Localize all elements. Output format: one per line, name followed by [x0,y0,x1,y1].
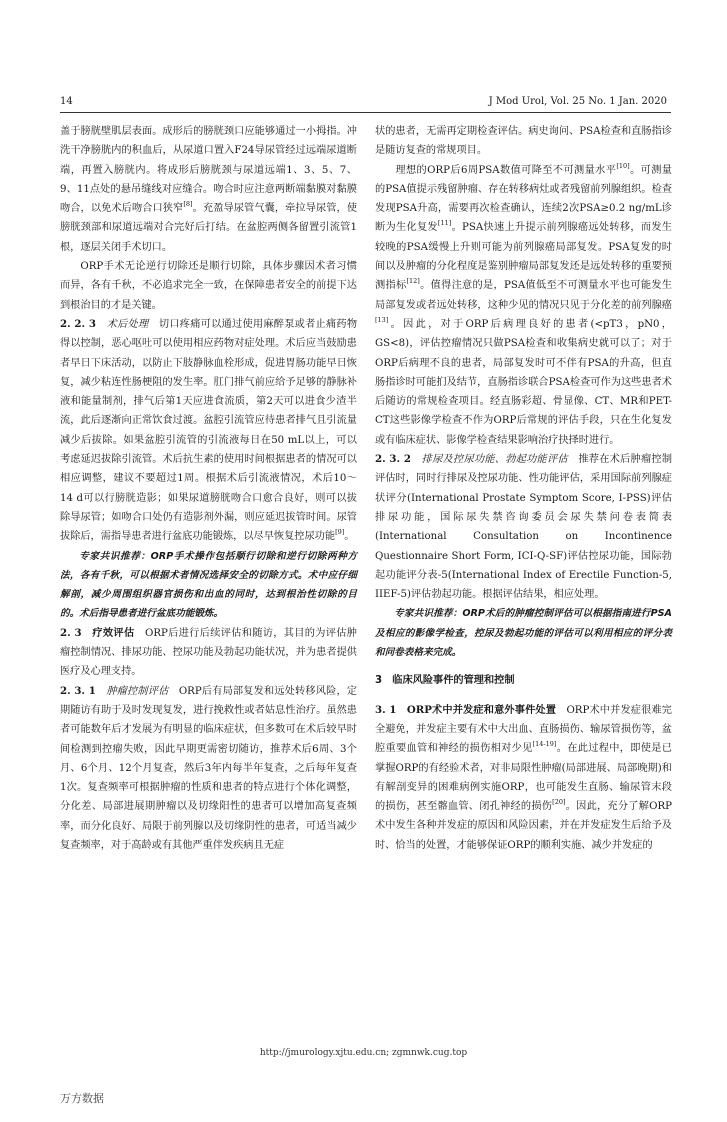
citation: [11] [437,219,452,228]
journal-header: J Mod Urol, Vol. 25 No. 1 Jan. 2020 [488,96,667,107]
section-2-3: 2. 3 疗效评估 ORP后进行后续评估和随访，其目的为评估肿瘤控制情况、排尿功能、控尿功能及勃起功能状况，并为患者提供医疗及心理支持。 [60,626,357,678]
left-column [60,122,357,855]
citation: [14-19] [532,740,557,749]
footer-url: http://jmurology.xjtu.edu.cn; zgmnwk.cug.top [259,1048,468,1058]
page-number: 14 [60,96,73,107]
section-2-3-2: 2. 3. 2 排尿及控尿功能、勃起功能评估 推荐在术后肿瘤控制评估时，同时行排尿及控尿功能、性功能评估，采用国际前列腺症状评分(International Prostate Symptom Score, I-PSS)评估排尿功能，国际尿失禁咨询委员会尿失禁问卷表简表(International Consultation on Incontinence Questionnaire Short Form, ICI-Q-SF)评估控尿功能，国际勃起功能评分表-5(International Index of Erectile Function-5, IIEF-5)评估勃起功能。根据评估结果，相应处理。 [375,453,673,601]
watermark: 万方数据 [60,1092,104,1105]
section-title: ORP术中并发症和意外事件处置 [406,703,557,716]
paragraph: 理想的ORP后6周PSA数值可降至不可测量水平[10]。可测量的PSA值提示残留肿瘤、存在转移病灶或者残留前列腺组织。检查发现PSA升高，需要再次检查确认，连续2次PSA≥0.2 ng/mL诊断为生化复发[11]。PSA快速上升提示前列腺癌远处转移，而发生较晚的PSA缓慢上升则可能为前列腺癌局部复发。PSA复发的时间以及肿瘤的分化程度是鉴别肿瘤局部复发还是远处转移的重要预测指标[12]。值得注意的是，PSA值低至不可测量水平也可能发生局部复发或者远处转移，这种少见的情况只见于分化差的前列腺癌[13]。因此，对于ORP后病理良好的患者(<pT3，pN0，GS<8)，评估控瘤情况只做PSA检查和收集病史就可以了；对于ORP后病理不良的患者，局部复发时可不伴有PSA的升高，但直肠指诊时可能扪及结节，直肠指诊联合PSA检查可作为这些患者术后随访的常规检查项目。经直肠彩超、骨显像、CT、MR和PET-CT这些影像学检查不作为ORP后常规的评估手段，只在生化复发或有临床症状、影像学检查结果影响治疗抉择时进行。 [375,161,672,446]
section-title: 疗效评估 [92,626,135,639]
citation: [20] [552,798,566,807]
section-2-3-1: 2. 3. 1 肿瘤控制评估 ORP后有局部复发和远处转移风险，定期随访有助于及时发现复发，进行挽救性或者姑息性治疗。虽然患者可能数年后才发展为有明显的临床症状，但多数可在术后较早时间检测到控瘤失败，因此早期更需密切随访，推荐术后6周、3个月、6个月、12个月复查，然后3年内每半年复查，之后每年复查1次。复查频率可根据肿瘤的性质和患者的特点进行个体化调整，分化差、局部进展期肿瘤以及切缘阳性的患者可以增加高复查频率，而分化良好、局限于前列腺以及切缘阴性的患者，可适当减少复查频率，对于高龄或有其他严重伴发疾病且无症 [60,684,358,851]
paragraph: 状的患者，无需再定期检查评估。病史询问、PSA检查和直肠指诊是随访复查的常规项目。 [375,126,672,157]
citation: [9] [335,528,345,537]
paragraph: 盖于膀胱壁肌层表面。成形后的膀胱颈口应能够通过一小拇指。冲洗干净膀胱内的积血后，从尿道口置入F24导尿管经过远端尿道断端，再置入膀胱内。将成形后膀胱颈与尿道远端1、3、5、7、9、11点处的悬吊缝线对应缝合。吻合时应注意两断端黏膜对黏膜吻合，以免术后吻合口狭窄[8]。充盈导尿管气囊，牵拉导尿管，使膀胱颈部和尿道远端对合完好后打结。在盆腔两侧各留置引流管1根，逐层关闭手术切口。 [60,126,358,253]
paragraph: ORP手术无论逆行切除还是顺行切除，具体步骤因术者习惯而异，各有千秋，不必追求完全一致，在保障患者安全的前提下达到根治目的才是关键。 [60,261,357,311]
citation: [13] [375,315,389,324]
subsection-title: 术后处理 [106,318,149,330]
citation: [8] [183,200,193,209]
section-2-2-3: 2. 2. 3 术后处理 切口疼痛可以通过使用麻醉泵或者止痛药物得以控制，恶心呕吐可以使用相应药物对症处理。术后应当鼓励患者早日下床活动，以防止下肢静脉血栓形成，促进胃肠功能早日恢复，减少粘连性肠梗阻的发生率。肛门排气前应给予足够的静脉补液和能量制剂，排气后第1天应进食流质，第2天可以进食少渣半流，此后逐渐向正常饮食过渡。盆腔引流管应待患者排气且引流量减少后拔除。如果盆腔引流管的引流液每日在50 mL以上，可以考虑延迟拔除引流管。术后抗生素的使用时间根据患者的情况可以相应调整，建议不要超过1周。根据术后引流液情况，术后10～14 d可以行膀胱造影；如果尿道膀胱吻合口愈合良好，则可以拔除导尿管；如吻合口处仍有造影剂外漏，则应延迟拔管时间。尿管拔除后，需指导患者进行盆底功能锻炼，以尽早恢复控尿功能[9]。 [60,317,358,543]
citation: [10] [616,161,630,170]
citation: [12] [406,277,420,286]
header-rule [60,112,671,113]
subsection-title: 排尿及控尿功能、勃起功能评估 [421,454,568,466]
right-column [375,122,672,855]
expert-consensus: 专家共识推荐：ORP手术操作包括顺行切除和逆行切除两种方法，各有千秋，可以根据术者情况选择安全的切除方式。术中应仔细解剖，减少周围组织器官损伤和出血的同时，达到根治性切除的目的。术后指导患者进行盆底功能锻炼。 [60,550,357,620]
expert-consensus: 专家共识推荐：ORP术后的肿瘤控制评估可以根据指南进行PSA及相应的影像学检查，控尿及勃起功能的评估可以利用相应的评分表和问卷表格来完成。 [375,608,672,659]
subsection-title: 肿瘤控制评估 [106,685,169,697]
section-3-heading: 3 临床风险事件的管理和控制 [375,675,515,687]
section-3-1: 3. 1 ORP术中并发症和意外事件处置 ORP术中并发症很难完全避免，并发症主要有术中大出血、直肠损伤、输尿管损伤等，盆腔重要血管和神经的损伤相对少见[14-19]。在此过程中，即使是已掌握ORP的有经验术者，对非局限性肿瘤(局部进展、局部晚期)和有解剖变异的困难病例实施ORP，也可能发生直肠、输尿管末段的损伤，甚至髂血管、闭孔神经的损伤[20]。因此，充分了解ORP术中发生各种并发症的原因和风险因素，并在并发症发生后给予及时、恰当的处置，才能够保证ORP的顺利实施、减少并发症的 [375,703,673,851]
